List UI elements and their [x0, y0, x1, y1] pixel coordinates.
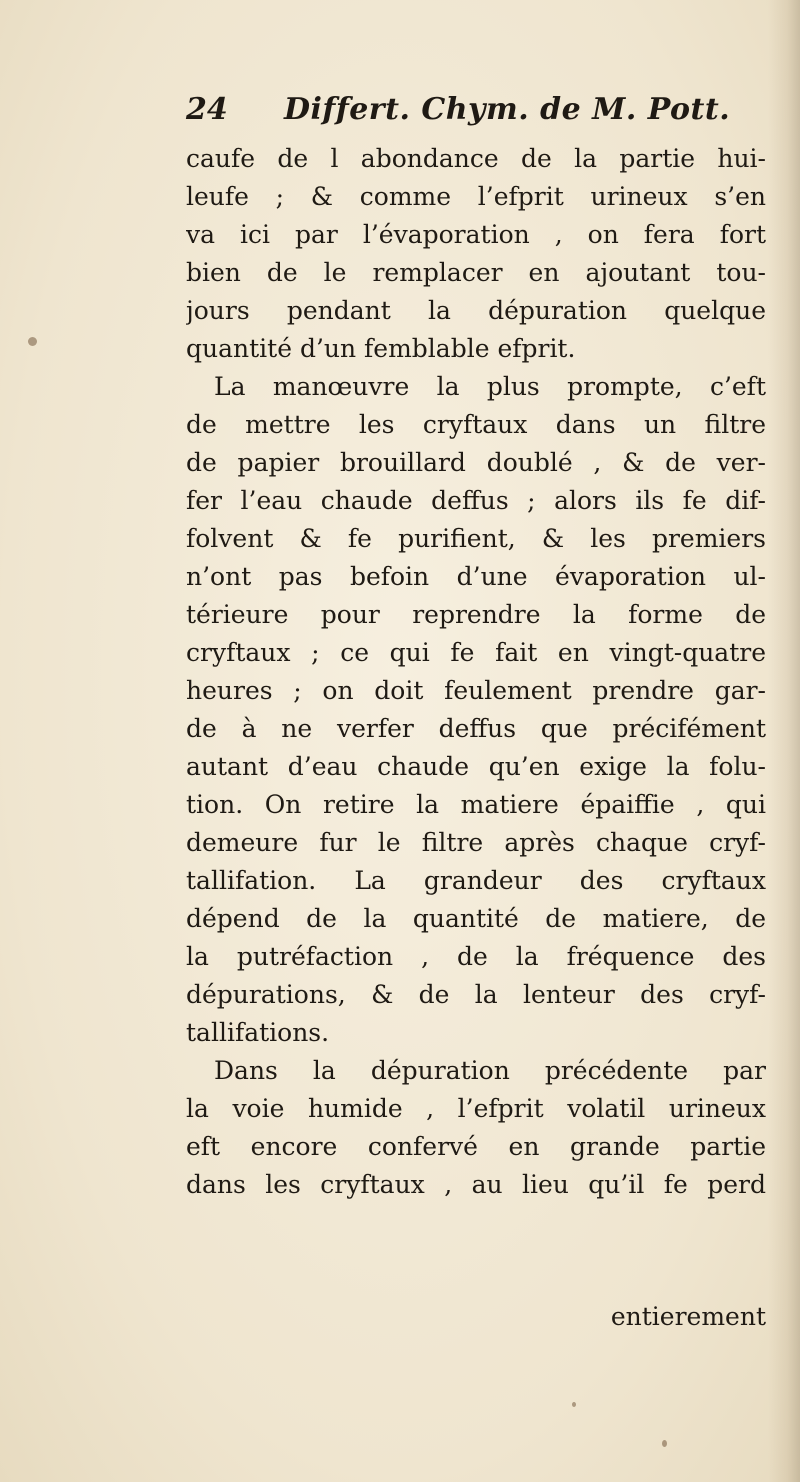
- paper-spot: [572, 1402, 576, 1407]
- text-line: térieure pour reprendre la forme de: [186, 600, 766, 629]
- catchword: entierement: [610, 1302, 766, 1331]
- running-header: [186, 92, 776, 136]
- text-line: eft encore confervé en grande partie: [186, 1132, 766, 1161]
- text-line: la putréfaction , de la fréquence des: [186, 942, 766, 971]
- text-line: de mettre les cryftaux dans un filtre: [186, 410, 766, 439]
- body-text: [186, 140, 766, 1204]
- paper-spot: [662, 1440, 667, 1447]
- catchword-area: [186, 1298, 766, 1336]
- text-line: La manœuvre la plus prompte, c’eft: [214, 372, 766, 401]
- text-line: la voie humide , l’efprit volatil urineux: [186, 1094, 766, 1123]
- text-line: folvent & fe purifient, & les premiers: [186, 524, 766, 553]
- text-line: cryftaux ; ce qui fe fait en vingt-quatre: [186, 638, 766, 667]
- text-line: Dans la dépuration précédente par: [214, 1056, 766, 1085]
- text-line: n’ont pas befoin d’une évaporation ul-: [186, 562, 766, 591]
- text-line: tallifation. La grandeur des cryftaux: [186, 866, 766, 895]
- page-edge-shadow: [768, 0, 800, 1482]
- text-line: jours pendant la dépuration quelque: [186, 296, 766, 325]
- text-line: de papier brouillard doublé , & de ver-: [186, 448, 766, 477]
- text-line: leufe ; & comme l’efprit urineux s’en: [186, 182, 766, 211]
- text-line: dans les cryftaux , au lieu qu’il fe perd: [186, 1170, 766, 1199]
- text-line: de à ne verfer deffus que précifément: [186, 714, 766, 743]
- text-line: tion. On retire la matiere épaiffie , qui: [186, 790, 766, 819]
- text-line: quantité d’un femblable efprit.: [186, 334, 576, 363]
- text-line: dépurations, & de la lenteur des cryf-: [186, 980, 766, 1009]
- text-line: fer l’eau chaude deffus ; alors ils fe dif-: [186, 486, 766, 515]
- text-line: bien de le remplacer en ajoutant tou-: [186, 258, 766, 287]
- running-title: Differt. Chym. de M. Pott.: [284, 92, 731, 127]
- text-line: va ici par l’évaporation , on fera fort: [186, 220, 766, 249]
- text-line: autant d’eau chaude qu’en exige la folu-: [186, 752, 766, 781]
- page-number: 24: [186, 92, 228, 127]
- text-line: dépend de la quantité de matiere, de: [186, 904, 766, 933]
- paper-spot: [28, 337, 37, 346]
- text-line: tallifations.: [186, 1018, 330, 1047]
- text-line: demeure fur le filtre après chaque cryf-: [186, 828, 766, 857]
- text-line: caufe de l abondance de la partie hui-: [186, 144, 766, 173]
- text-line: heures ; on doit feulement prendre gar-: [186, 676, 766, 705]
